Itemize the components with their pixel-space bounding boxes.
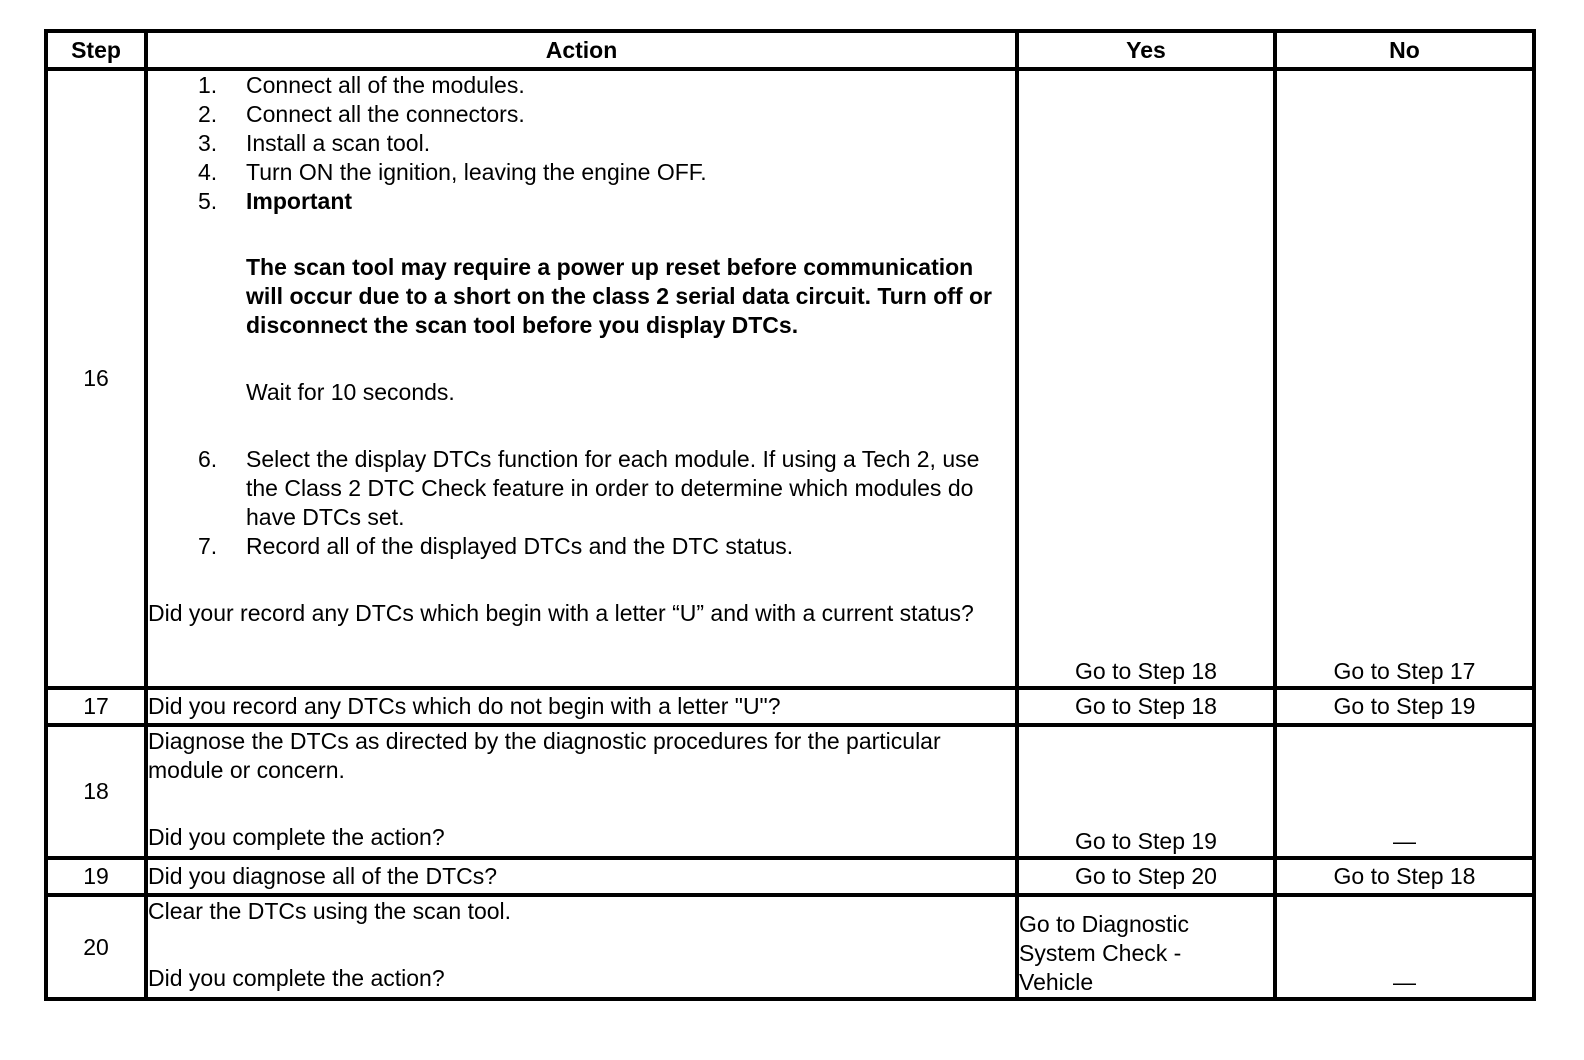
question-text: Did you record any DTCs which do not begin with a letter "U"? xyxy=(146,688,1017,725)
header-action: Action xyxy=(146,31,1017,69)
step-number: 16 xyxy=(46,69,146,688)
important-note: The scan tool may require a power up reset before communication will occur due to a short on the class 2 serial data circuit. Turn off or disconnect the scan tool before you display DTCs. xyxy=(246,254,992,338)
action-cell xyxy=(146,895,1017,999)
action-cell xyxy=(146,725,1017,858)
procedure-list-continued xyxy=(148,445,1015,561)
diagnostic-table xyxy=(44,29,1536,1001)
header-yes: Yes xyxy=(1017,31,1275,69)
question-text: Did you complete the action? xyxy=(148,965,445,991)
question-text: Did you complete the action? xyxy=(148,824,445,850)
list-item: 6. Select the display DTCs function for each module. If using a Tech 2, use the Class 2 DTC Check feature in order to determine which modules do have DTCs set. xyxy=(198,446,980,530)
yes-cell: Go to Step 18 xyxy=(1017,69,1275,688)
list-item: 1. Connect all of the modules. xyxy=(198,72,525,98)
table-row xyxy=(46,858,1534,895)
no-cell: Go to Step 19 xyxy=(1275,688,1534,725)
header-step: Step xyxy=(46,31,146,69)
yes-cell: Go to Diagnostic System Check - Vehicle xyxy=(1017,895,1275,999)
step-number: 20 xyxy=(46,895,146,999)
list-item: 4. Turn ON the ignition, leaving the engine OFF. xyxy=(198,159,707,185)
instruction-text: Clear the DTCs using the scan tool. xyxy=(148,898,512,924)
yes-cell: Go to Step 20 xyxy=(1017,858,1275,895)
procedure-list xyxy=(148,71,1015,216)
wait-instruction: Wait for 10 seconds. xyxy=(246,379,455,405)
table-row xyxy=(46,69,1534,688)
yes-cell: Go to Step 19 xyxy=(1017,725,1275,858)
header-row xyxy=(46,31,1534,69)
list-item: 5. Important xyxy=(198,188,353,214)
instruction-text: Diagnose the DTCs as directed by the diagnostic procedures for the particular module or concern. xyxy=(148,728,941,783)
table-row xyxy=(46,725,1534,858)
no-cell: — xyxy=(1275,895,1534,999)
no-cell: — xyxy=(1275,725,1534,858)
no-cell: Go to Step 18 xyxy=(1275,858,1534,895)
list-item: 2. Connect all the connectors. xyxy=(198,101,525,127)
step-number: 19 xyxy=(46,858,146,895)
no-cell: Go to Step 17 xyxy=(1275,69,1534,688)
question-text: Did your record any DTCs which begin with a letter “U” and with a current status? xyxy=(148,600,974,626)
important-label: Important xyxy=(246,188,353,214)
list-item: 3. Install a scan tool. xyxy=(198,130,431,156)
header-no: No xyxy=(1275,31,1534,69)
list-item: 7. Record all of the displayed DTCs and the DTC status. xyxy=(198,533,794,559)
table-row xyxy=(46,688,1534,725)
yes-cell: Go to Step 18 xyxy=(1017,688,1275,725)
step-number: 18 xyxy=(46,725,146,858)
question-text: Did you diagnose all of the DTCs? xyxy=(146,858,1017,895)
action-cell xyxy=(146,69,1017,688)
step-number: 17 xyxy=(46,688,146,725)
table-row xyxy=(46,895,1534,999)
